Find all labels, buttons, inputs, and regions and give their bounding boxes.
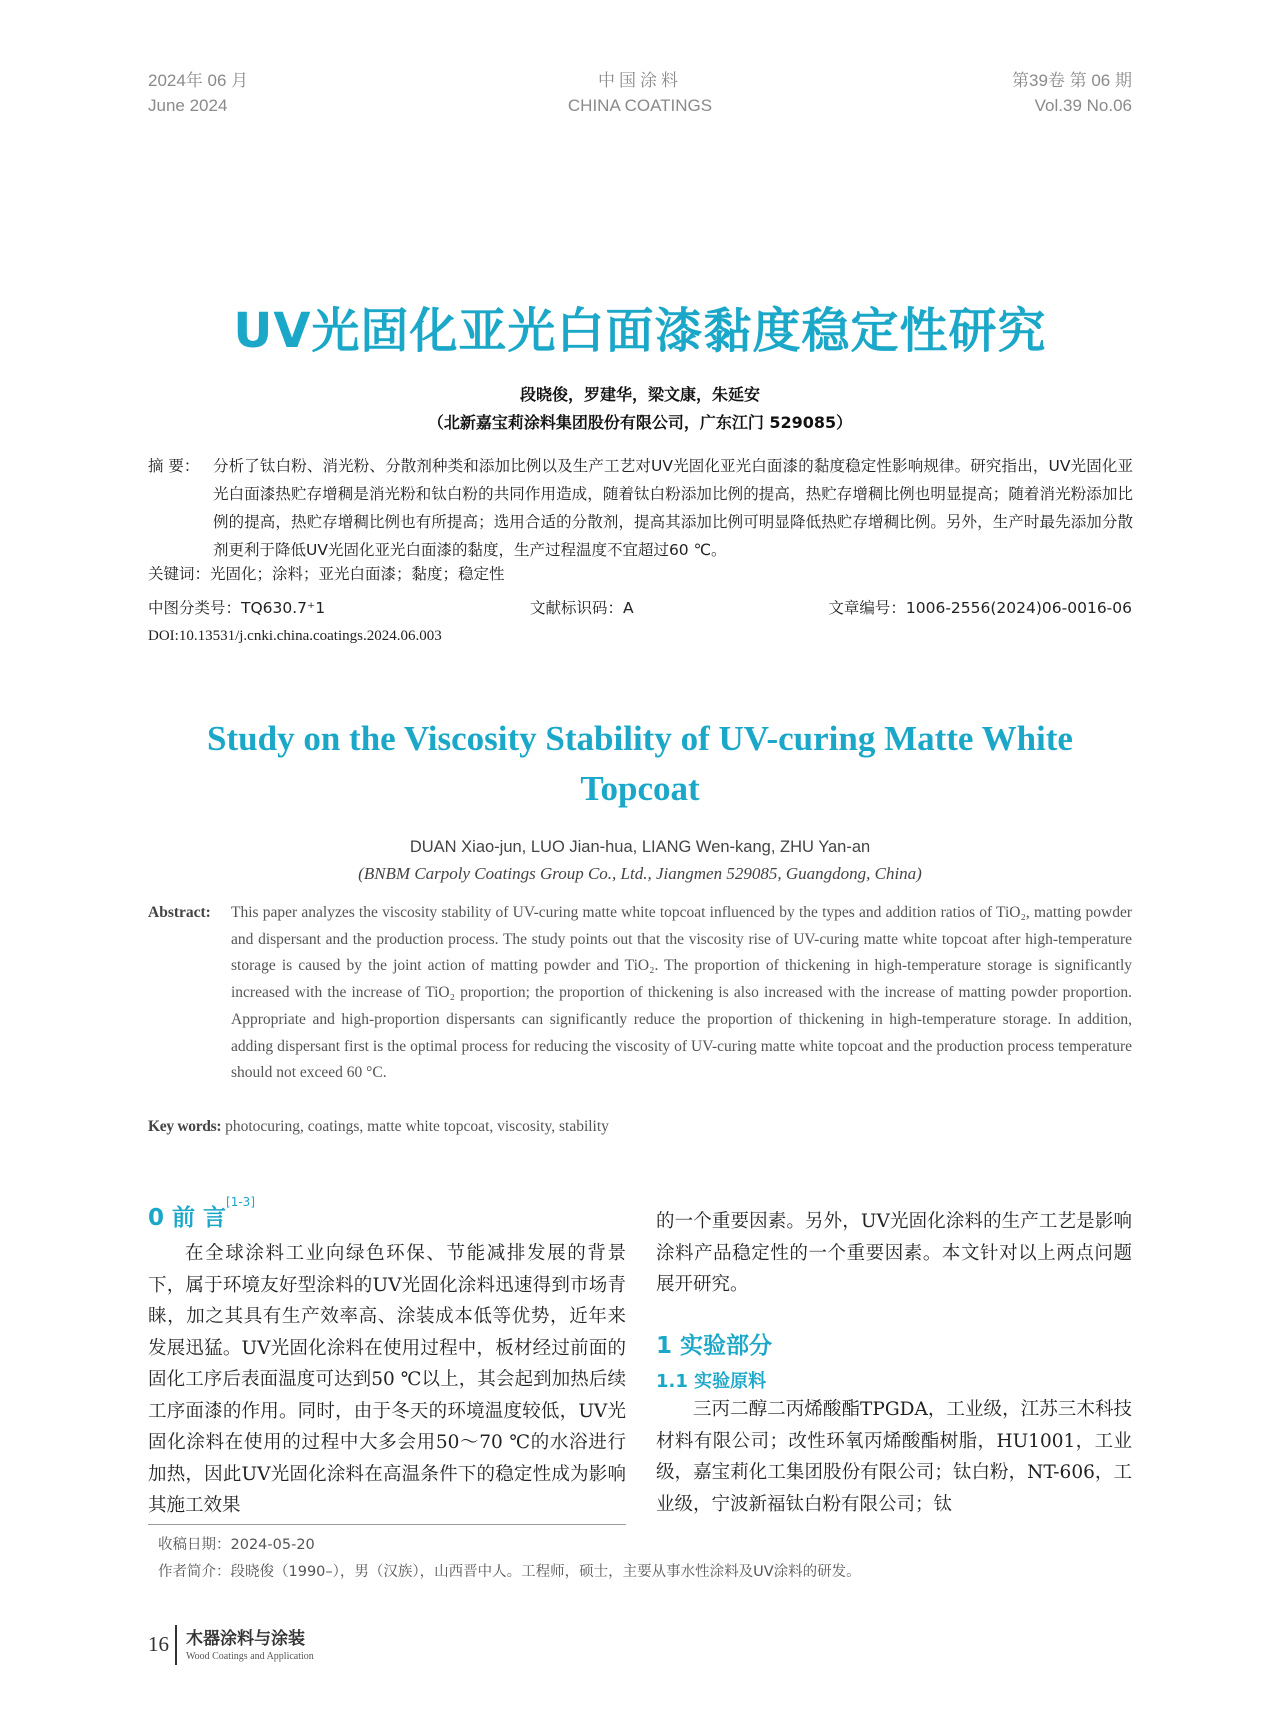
author-bio: 作者简介：段晓俊（1990–），男（汉族），山西晋中人。工程师，硕士，主要从事水性涂料及UV涂料的研发。	[158, 1564, 861, 1580]
section-0-paragraph-continued: 的一个重要因素。另外，UV光固化涂料的生产工艺是影响涂料产品稳定性的一个重要因素。本文针对以上两点问题展开研究。	[656, 1211, 1132, 1295]
abstract-en-text: This paper analyzes the viscosity stability of UV-curing matte white topcoat influenced by the types and addition ratios of TiO₂, matting powder and dispersant and the production process. The study points out that the viscosity rise of UV-curing matte white topcoat after high-temperature storage is caused by the joint action of matting powder and TiO₂. The proportion of thickening in high-temperature storage is significantly increased with the increase of TiO₂ proportion; the proportion of thickening is also increased with the increase of matting powder proportion. Appropriate and high-proportion dispersants can significantly reduce the proportion of thickening in high-temperature storage. In addition, adding dispersant first is the optimal process for reducing the viscosity of UV-curing matte white topcoat and the production process temperature should not exceed 60 °C.	[231, 904, 1132, 1082]
section-1-heading: 1 实验部分	[656, 1333, 773, 1359]
keywords-en-label: Key words:	[148, 1118, 222, 1135]
header-volume	[1012, 68, 1132, 118]
footer-journal-cn: 木器涂料与涂装	[186, 1629, 305, 1649]
abstract-cn	[148, 452, 1133, 564]
section-0-paragraph: 在全球涂料工业向绿色环保、节能减排发展的背景下，属于环境友好型涂料的UV光固化涂料迅速得到市场青睐，加之其具有生产效率高、涂装成本低等优势，近年来发展迅猛。UV光固化涂料在使用过程中，板材经过前面的固化工序后表面温度可达到50 ℃以上，其会起到加热后续工序面漆的作用。同时，由于冬天的环境温度较低，UV光固化涂料在使用的过程中大多会用50～70 ℃的水浴进行加热，因此UV光固化涂料在高温条件下的稳定性成为影响其施工效果	[148, 1243, 626, 1516]
keywords-en-text: photocuring, coatings, matte white topcoat, viscosity, stability	[225, 1118, 609, 1135]
title-en: Study on the Viscosity Stability of UV-curing Matte White Topcoat	[207, 719, 1073, 808]
header-volume-cn: 第39卷 第 06 期	[1012, 71, 1132, 90]
keywords-cn: 关键词：光固化；涂料；亚光白面漆；黏度；稳定性	[148, 565, 505, 583]
affiliation-cn: （北新嘉宝莉涂料集团股份有限公司，广东江门 529085）	[427, 413, 853, 432]
page-number: 16	[148, 1632, 169, 1656]
clc-number: 中图分类号：TQ630.7⁺1	[148, 599, 326, 617]
header-journal	[540, 68, 740, 118]
document-code: 文献标识码：A	[530, 599, 634, 617]
section-0-citation: [1-3]	[226, 1195, 255, 1209]
doi: DOI:10.13531/j.cnki.china.coatings.2024.06.003	[148, 628, 442, 644]
footer-journal	[186, 1624, 314, 1662]
header-journal-cn: 中国涂料	[598, 71, 682, 90]
footnotes	[158, 1532, 861, 1586]
header-date-cn: 2024年 06 月	[148, 71, 249, 90]
article-number: 文章编号：1006-2556(2024)06-0016-06	[828, 599, 1132, 617]
abstract-cn-text: 分析了钛白粉、消光粉、分散剂种类和添加比例以及生产工艺对UV光固化亚光白面漆的黏度稳定性影响规律。研究指出，UV光固化亚光白面漆热贮存增稠是消光粉和钛白粉的共同作用造成，随着钛白粉添加比例的提高，热贮存增稠比例也明显提高；随着消光粉添加比例的提高，热贮存增稠比例也有所提高；选用合适的分散剂，提高其添加比例可明显降低热贮存增稠比例。另外，生产时最先添加分散剂更利于降低UV光固化亚光白面漆的黏度，生产过程温度不宜超过60 ℃。	[213, 457, 1133, 559]
keywords-en	[148, 1118, 609, 1136]
abstract-en-label: Abstract:	[148, 904, 211, 921]
footer-journal-en: Wood Coatings and Application	[186, 1651, 314, 1662]
header-volume-en: Vol.39 No.06	[1034, 96, 1132, 115]
header-date	[148, 68, 248, 118]
section-0-heading	[148, 1195, 255, 1232]
abstract-en	[148, 900, 1132, 1087]
abstract-cn-label: 摘 要：	[148, 457, 200, 475]
affiliation-en: (BNBM Carpoly Coatings Group Co., Ltd., Jiangmen 529085, Guangdong, China)	[358, 864, 922, 883]
authors-cn: 段晓俊，罗建华，梁文康，朱延安	[519, 385, 760, 404]
authors-en: DUAN Xiao-jun, LUO Jian-hua, LIANG Wen-kang, ZHU Yan-an	[409, 838, 871, 856]
section-0-title: 0 前 言	[148, 1205, 227, 1231]
title-cn: UV光固化亚光白面漆黏度稳定性研究	[233, 303, 1047, 359]
header-journal-en: CHINA COATINGS	[567, 96, 713, 115]
footer-divider	[175, 1625, 177, 1665]
header-date-en: June 2024	[148, 96, 228, 115]
section-1-1-heading: 1.1 实验原料	[656, 1371, 767, 1392]
footnote-divider	[148, 1524, 626, 1525]
section-1-1-paragraph: 三丙二醇二丙烯酸酯TPGDA，工业级，江苏三木科技材料有限公司；改性环氧丙烯酸酯树脂，HU1001，工业级，嘉宝莉化工集团股份有限公司；钛白粉，NT-606，工业级，宁波新福钛白粉有限公司；钛	[656, 1399, 1132, 1515]
received-date: 收稿日期：2024-05-20	[158, 1537, 315, 1553]
